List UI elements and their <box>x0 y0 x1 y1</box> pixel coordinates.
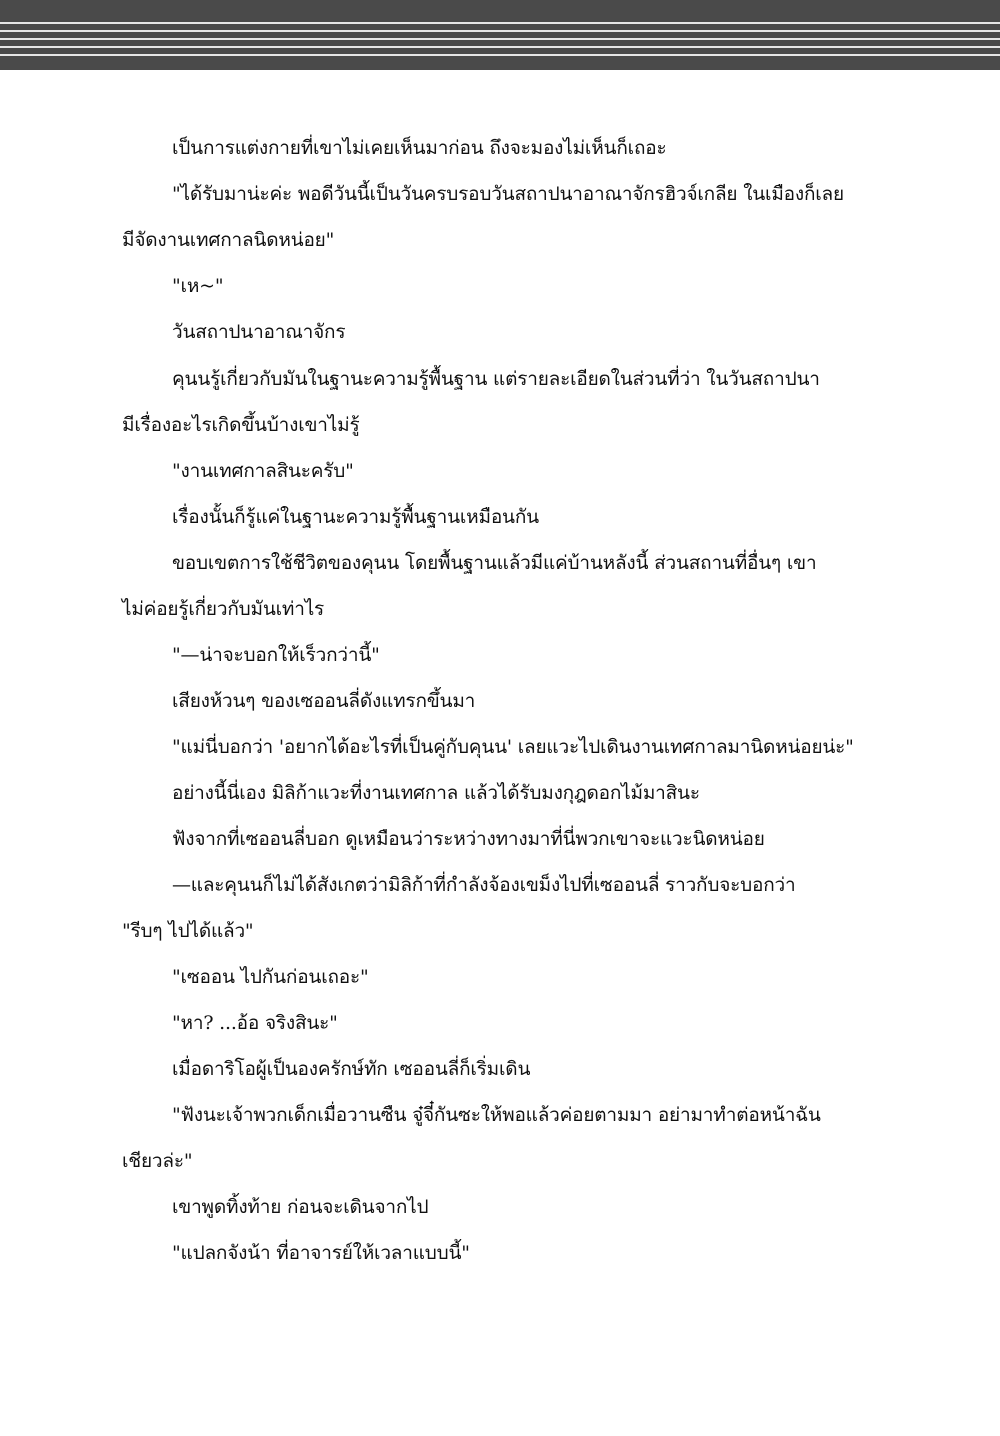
paragraph-line: คุนนรู้เกี่ยวกับมันในฐานะความรู้พื้นฐาน แต่รายละเอียดในส่วนที่ว่า ในวันสถาปนา <box>172 368 820 390</box>
paragraph-line: ขอบเขตการใช้ชีวิตของคุนน โดยพื้นฐานแล้วมีแค่บ้านหลังนี้ ส่วนสถานที่อื่นๆ เขา <box>172 552 817 574</box>
paragraph-line: เรื่องนั้นก็รู้แค่ในฐานะความรู้พื้นฐานเหมือนกัน <box>172 506 539 528</box>
paragraph-line: อย่างนี้นี่เอง มิลิก้าแวะที่งานเทศกาล แล้วได้รับมงกุฎดอกไม้มาสินะ <box>172 782 700 804</box>
paragraph-line: เสียงห้วนๆ ของเซออนลี่ดังแทรกขึ้นมา <box>172 690 476 712</box>
paragraph-line: "แปลกจังน้า ที่อาจารย์ให้เวลาแบบนี้" <box>172 1242 470 1264</box>
paragraph-line: "ได้รับมาน่ะค่ะ พอดีวันนี้เป็นวันครบรอบวันสถาปนาอาณาจักรฮิวจ์เกลีย ในเมืองก็เลย <box>172 183 844 205</box>
paragraph-line: "เซออน ไปกันก่อนเถอะ" <box>172 966 369 988</box>
paragraph-line: ฟังจากที่เซออนลี่บอก ดูเหมือนว่าระหว่างทางมาที่นี่พวกเขาจะแวะนิดหน่อย <box>172 828 765 850</box>
paragraph-line: "รีบๆ ไปได้แล้ว" <box>122 920 254 942</box>
paragraph-line: เชียวล่ะ" <box>122 1150 193 1172</box>
paragraph-line: มีเรื่องอะไรเกิดขึ้นบ้างเขาไม่รู้ <box>122 414 360 436</box>
paragraph-line: "งานเทศกาลสินะครับ" <box>172 460 354 482</box>
paragraph-line: "—น่าจะบอกให้เร็วกว่านี้" <box>172 644 380 666</box>
paragraph-line: "แม่นี่บอกว่า 'อยากได้อะไรที่เป็นคู่กับคุนน' เลยแวะไปเดินงานเทศกาลมานิดหน่อยน่ะ" <box>172 736 854 758</box>
paragraph-line: "ฟังนะเจ้าพวกเด็กเมื่อวานซืน จู๋จี๋กันซะให้พอแล้วค่อยตามมา อย่ามาทำต่อหน้าฉัน <box>172 1104 821 1126</box>
paragraph-line: "หา? ...อ้อ จริงสินะ" <box>172 1012 338 1034</box>
paragraph-line: วันสถาปนาอาณาจักร <box>172 321 346 343</box>
paragraph-line: เมื่อดาริโอผู้เป็นองครักษ์ทัก เซออนลี่ก็เริ่มเดิน <box>172 1058 531 1080</box>
paragraph-line: ไม่ค่อยรู้เกี่ยวกับมันเท่าไร <box>122 598 325 620</box>
paragraph-line: เป็นการแต่งกายที่เขาไม่เคยเห็นมาก่อน ถึงจะมองไม่เห็นก็เถอะ <box>172 137 667 159</box>
paragraph-line: มีจัดงานเทศกาลนิดหน่อย" <box>122 229 335 251</box>
paragraph-line: —และคุนนก็ไม่ได้สังเกตว่ามิลิก้าที่กำลังจ้องเขม็งไปที่เซออนลี่ ราวกับจะบอกว่า <box>172 874 796 896</box>
paragraph-line: เขาพูดทิ้งท้าย ก่อนจะเดินจากไป <box>172 1196 429 1218</box>
paragraph-line: "เห~" <box>172 275 224 297</box>
